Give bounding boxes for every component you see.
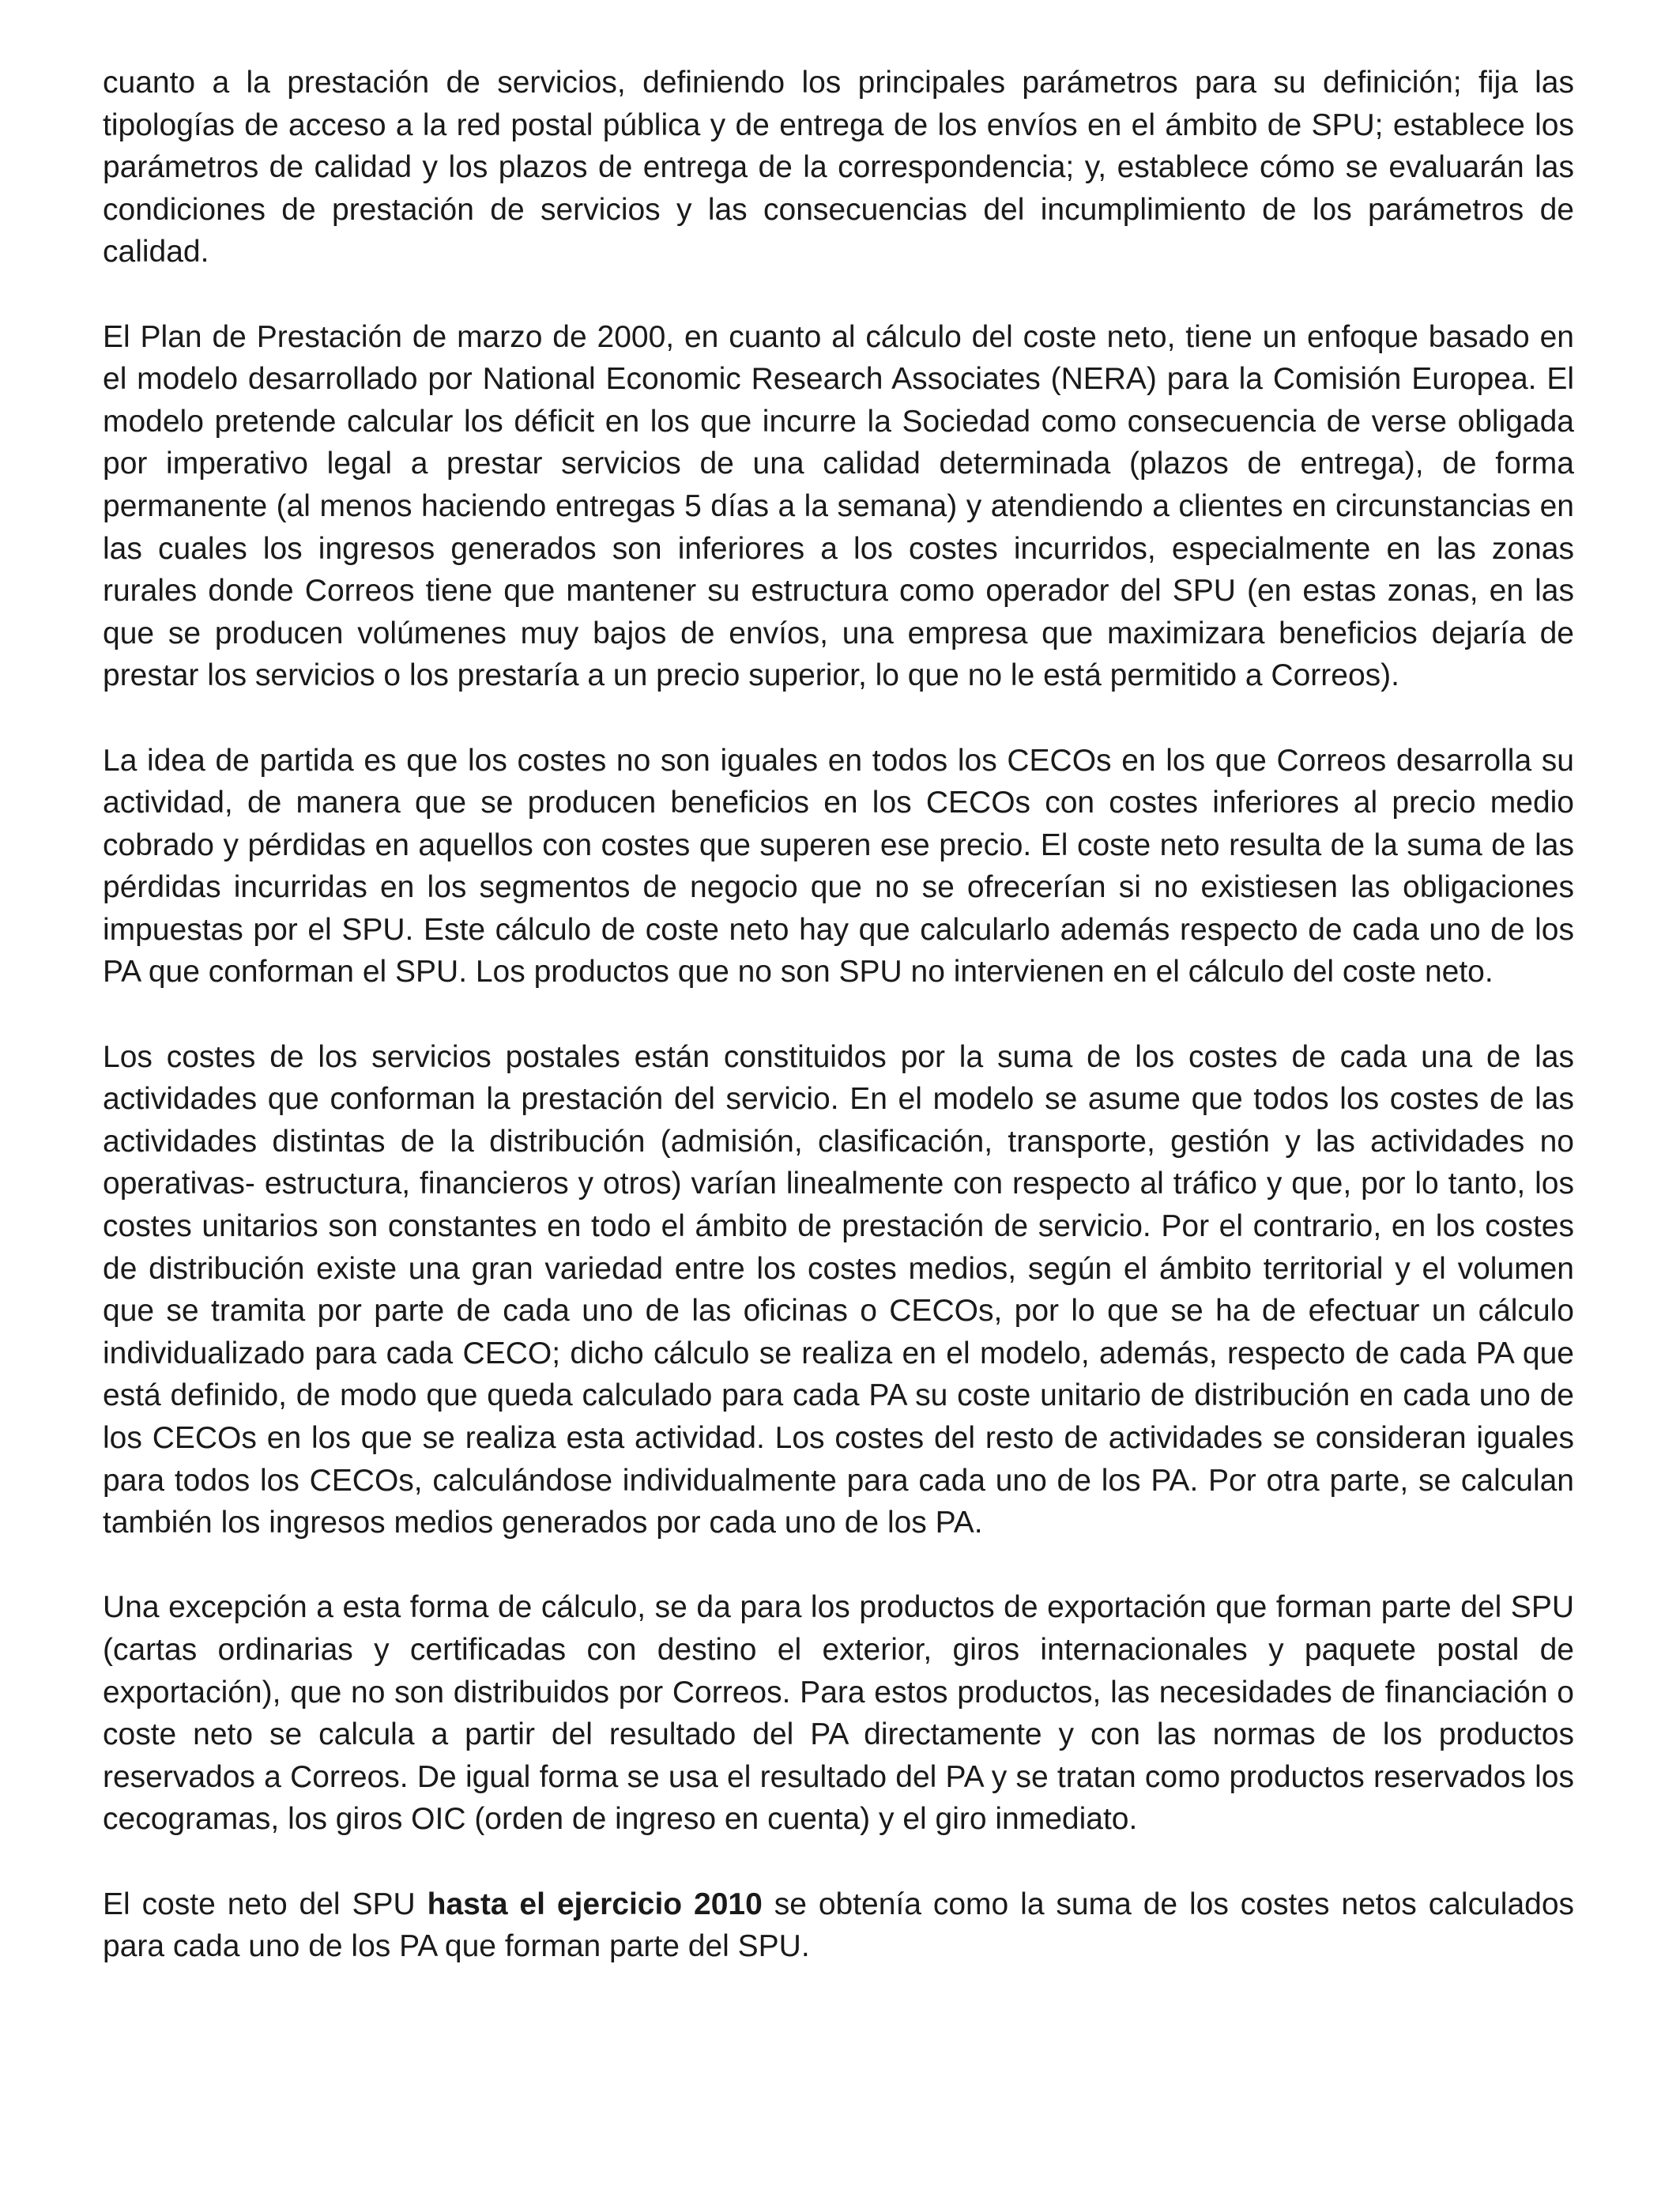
- paragraph-1: cuanto a la prestación de servicios, definiendo los principales parámetros para su definición; fija las tipologías de acceso a la red postal pública y de entrega de los envíos en el ámbito de SPU; establece los parámetros de calidad y los plazos de entrega de la correspondencia; y, establece cómo se evaluarán las condiciones de prestación de servicios y las consecuencias del incumplimiento de los parámetros de calidad.: [103, 66, 1574, 270]
- paragraph-6-lead: El coste neto del SPU: [103, 1887, 428, 1921]
- paragraph-3: La idea de partida es que los costes no son iguales en todos los CECOs en los que Correos desarrolla su actividad, de manera que se producen beneficios en los CECOs con costes inferiores al precio medio cobrado y pérdidas en aquellos con costes que superen ese precio. El coste neto resulta de la suma de las pérdidas incurridas en los segmentos de negocio que no se ofrecerían si no existiesen las obligaciones impuestas por el SPU. Este cálculo de coste neto hay que calcularlo además respecto de cada uno de los PA que conforman el SPU. Los productos que no son SPU no intervienen en el cálculo del coste neto.: [103, 743, 1574, 990]
- paragraph-4: Los costes de los servicios postales están constituidos por la suma de los costes de cada una de las actividades que conforman la prestación del servicio. En el modelo se asume que todos los costes de las actividades distintas de la distribución (admisión, clasificación, transporte, gestión y las actividades no operativas- estructura, financieros y otros) varían linealmente con respecto al tráfico y que, por lo tanto, los costes unitarios son constantes en todo el ámbito de prestación de servicio. Por el contrario, en los costes de distribución existe una gran variedad entre los costes medios, según el ámbito territorial y el volumen que se tramita por parte de cada uno de las oficinas o CECOs, por lo que se ha de efectuar un cálculo individualizado para cada CECO; dicho cálculo se realiza en el modelo, además, respecto de cada PA que está definido, de modo que queda calculado para cada PA su coste unitario de distribución en cada uno de los CECOs en los que se realiza esta actividad. Los costes del resto de actividades se consideran iguales para todos los CECOs, calculándose individualmente para cada uno de los PA. Por otra parte, se calculan también los ingresos medios generados por cada uno de los PA.: [103, 1039, 1574, 1540]
- paragraph-5: Una excepción a esta forma de cálculo, se da para los productos de exportación que forman parte del SPU (cartas ordinarias y certificadas con destino el exterior, giros internacionales y paquete postal de exportación), que no son distribuidos por Correos. Para estos productos, las necesidades de financiación o coste neto se calcula a partir del resultado del PA directamente y con las normas de los productos reservados a Correos. De igual forma se usa el resultado del PA y se tratan como productos reservados los cecogramas, los giros OIC (orden de ingreso en cuenta) y el giro inmediato.: [103, 1590, 1574, 1837]
- paragraph-6-tail: se obtenía como la suma de los costes netos calculados para cada uno de los PA que forman parte del SPU.: [103, 1887, 1575, 1964]
- paragraph-6: [103, 1883, 1574, 1968]
- paragraph-6-emphasis: hasta el ejercicio 2010: [427, 1887, 763, 1921]
- paragraph-2: El Plan de Prestación de marzo de 2000, en cuanto al cálculo del coste neto, tiene un enfoque basado en el modelo desarrollado por National Economic Research Associates (NERA) para la Comisión Europea. El modelo pretende calcular los déficit en los que incurre la Sociedad como consecuencia de verse obligada por imperativo legal a prestar servicios de una calidad determinada (plazos de entrega), de forma permanente (al menos haciendo entregas 5 días a la semana) y atendiendo a clientes en circunstancias en las cuales los ingresos generados son inferiores a los costes incurridos, especialmente en las zonas rurales donde Correos tiene que mantener su estructura como operador del SPU (en estas zonas, en las que se producen volúmenes muy bajos de envíos, una empresa que maximizara beneficios dejaría de prestar los servicios o los prestaría a un precio superior, lo que no le está permitido a Correos).: [103, 319, 1574, 693]
- document-page: [103, 62, 1574, 1968]
